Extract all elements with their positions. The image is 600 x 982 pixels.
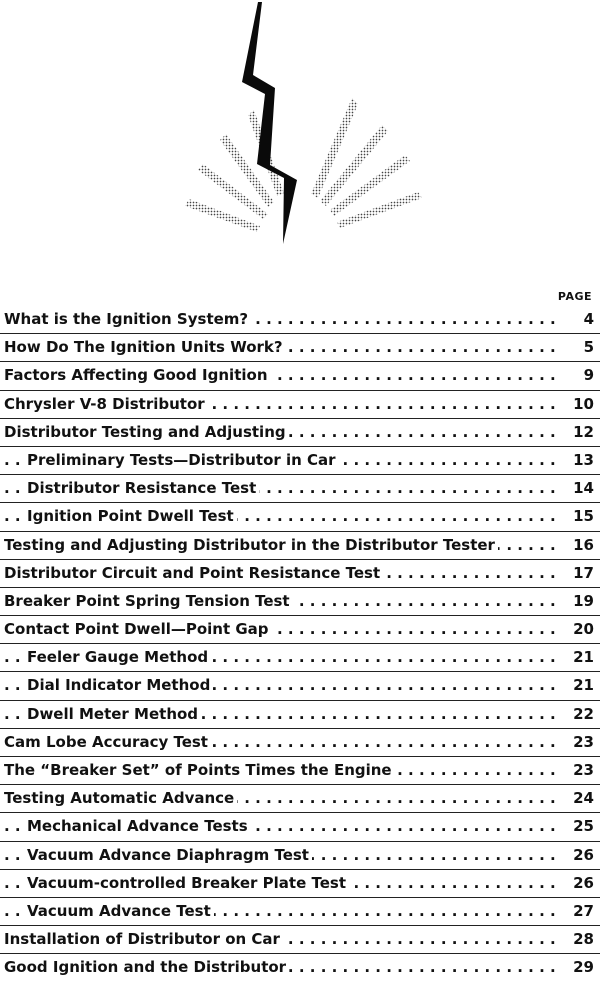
toc-entry [0, 306, 600, 333]
toc-entry-page: 26 [562, 870, 594, 897]
toc-entry-page: 21 [562, 644, 594, 671]
toc-entry [0, 784, 600, 812]
toc-entry-page: 5 [562, 334, 594, 361]
toc-entry-title: Chrysler V-8 Distributor [4, 395, 208, 413]
toc-entry [0, 700, 600, 728]
toc-entry-page: 26 [562, 842, 594, 869]
toc-entry [0, 953, 600, 981]
toc-entry [0, 869, 600, 897]
toc-entry-title: Ignition Point Dwell Test [27, 507, 237, 525]
toc-entry [0, 446, 600, 474]
toc-entry-title: Installation of Distributor on Car [4, 930, 283, 948]
toc-entry [0, 474, 600, 502]
toc-entry-title: What is the Ignition System? [4, 310, 251, 328]
toc-entry-title: Testing and Adjusting Distributor in the Distributor Tester [4, 536, 498, 554]
toc-entry-page: 22 [562, 701, 594, 728]
toc-entry [0, 390, 600, 418]
toc-entry-page: 12 [562, 419, 594, 446]
toc-entry-title: Feeler Gauge Method [27, 648, 211, 666]
toc-entry [0, 587, 600, 615]
toc-entry-title: Testing Automatic Advance [4, 789, 237, 807]
toc-entry-title: Vacuum Advance Diaphragm Test [27, 846, 312, 864]
toc-entry-title: Distributor Circuit and Point Resistance Test [4, 564, 383, 582]
toc-entry-title: Breaker Point Spring Tension Test [4, 592, 293, 610]
toc-entry-title: Dial Indicator Method [27, 676, 213, 694]
toc-entry-title: The “Breaker Set” of Points Times the Engine [4, 761, 395, 779]
toc-entry [0, 841, 600, 869]
toc-entry-title: How Do The Ignition Units Work? [4, 338, 286, 356]
toc-entry-page: 24 [562, 785, 594, 812]
toc-entry-page: 21 [562, 672, 594, 699]
toc-entry-title: Dwell Meter Method [27, 705, 201, 723]
toc-entry [0, 925, 600, 953]
toc-entry-page: 17 [562, 560, 594, 587]
toc-entry-title: Distributor Resistance Test [27, 479, 259, 497]
toc-entry-page: 25 [562, 813, 594, 840]
toc-entry-title: Mechanical Advance Tests [27, 817, 251, 835]
toc-entry-page: 13 [562, 447, 594, 474]
toc-entry-page: 14 [562, 475, 594, 502]
page-column-label: PAGE [557, 290, 592, 303]
toc-entry-title: Contact Point Dwell—Point Gap [4, 620, 272, 638]
toc-entry-title: Vacuum-controlled Breaker Plate Test [27, 874, 349, 892]
toc-entry [0, 559, 600, 587]
toc-entry-page: 19 [562, 588, 594, 615]
toc-entry [0, 361, 600, 389]
toc-entry-title: Cam Lobe Accuracy Test [4, 733, 211, 751]
toc-entry-page: 27 [562, 898, 594, 925]
toc-entry-page: 16 [562, 532, 594, 559]
toc-entry-page: 10 [562, 391, 594, 418]
toc-entry-page: 20 [562, 616, 594, 643]
toc-entry [0, 897, 600, 925]
toc-entry-title: Distributor Testing and Adjusting [4, 423, 289, 441]
toc-entry-page: 23 [562, 729, 594, 756]
table-of-contents [0, 306, 600, 982]
toc-entry [0, 502, 600, 530]
lightning-bolt-icon [150, 0, 450, 255]
toc-entry-title: Preliminary Tests—Distributor in Car [27, 451, 339, 469]
toc-entry-page: 9 [562, 362, 594, 389]
toc-entry [0, 756, 600, 784]
toc-entry [0, 728, 600, 756]
toc-entry [0, 643, 600, 671]
toc-entry [0, 333, 600, 361]
toc-entry [0, 812, 600, 840]
toc-entry-page: 23 [562, 757, 594, 784]
right-rays [311, 98, 422, 228]
toc-entry-page: 28 [562, 926, 594, 953]
toc-entry [0, 531, 600, 559]
toc-entry [0, 418, 600, 446]
toc-entry-page: 29 [562, 954, 594, 981]
toc-entry-title: Vacuum Advance Test [27, 902, 214, 920]
toc-entry-title: Factors Affecting Good Ignition [4, 366, 271, 384]
toc-entry [0, 671, 600, 699]
toc-entry-page: 4 [562, 306, 594, 333]
toc-entry-title: Good Ignition and the Distributor [4, 958, 289, 976]
toc-entry [0, 615, 600, 643]
toc-entry-page: 15 [562, 503, 594, 530]
